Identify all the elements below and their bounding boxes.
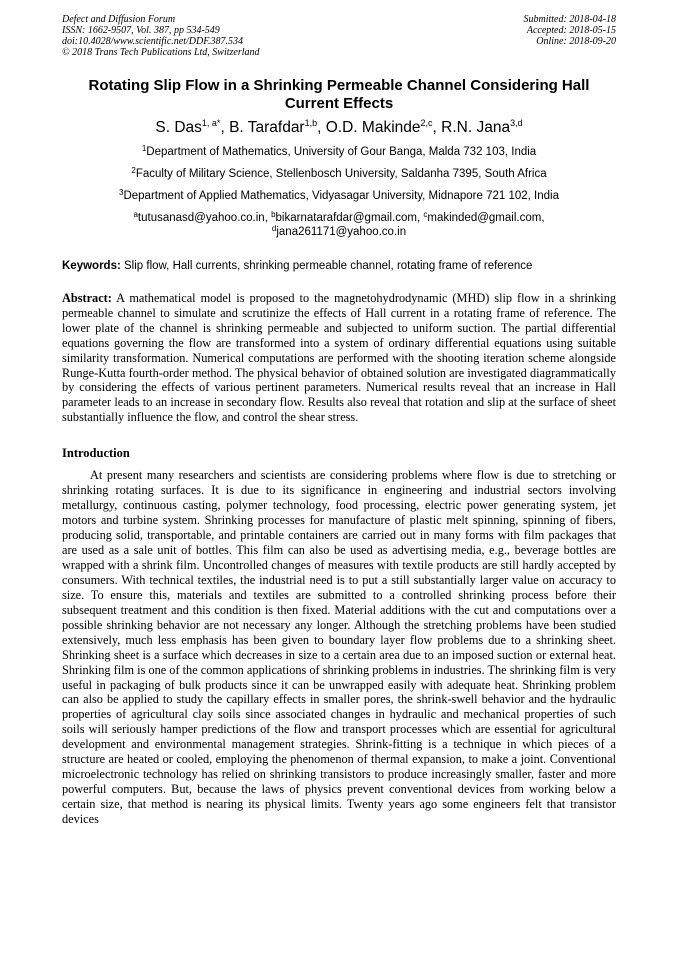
email-link[interactable]: makinded@gmail.com — [427, 212, 542, 224]
email-link[interactable]: tutusanasd@yahoo.co.in — [137, 212, 265, 224]
keywords-label: Keywords: — [62, 260, 121, 272]
journal-info — [62, 14, 260, 58]
issn: ISSN: 1662-9507, Vol. 387, pp 534-549 — [62, 25, 220, 36]
author-emails: $^a$tutusanasd@yahoo.co.in, $^b$bikarnatarafdar@gmail.com, $^c$makinded@gmail.com, $^d$jana261171@yahoo.co.in — [133, 210, 545, 238]
affiliation-2: $^2$Faculty of Military Science, Stellenbosch University, Saldanha 7395, South Africa — [131, 166, 547, 180]
doi: doi:10.4028/www.scientific.net/DDF.387.534 — [62, 36, 244, 47]
abstract — [62, 291, 616, 425]
submitted-date: Submitted: 2018-04-18 — [523, 14, 616, 25]
keywords — [62, 259, 616, 273]
affiliation-1: $^1$Department of Mathematics, University of Gour Banga, Malda 732 103, India — [141, 144, 537, 158]
paper-page — [62, 14, 616, 827]
journal-name: Defect and Diffusion Forum — [62, 14, 176, 25]
introduction-paragraph: At present many researchers and scientists are considering problems where flow is due to stretching or shrinking rotating surfaces. It is due to its significance in engineering and industrial sectors involving metallurgy, continuous casting, polymer technology, food processing, electric power generating system, jet motors and turbine system. Shrinking processes for manufacture of plastic melt spinning, spinning of fibers, producing solid, transportable, and printable containers are carried out in many forms with film packages that are used as a sale unit of bottles. This film can also be used as advertising media, e.g., beverage bottles are wrapped with a shrink film. Uncontrolled changes of measures with textile products are still hardly accepted by consumers. With technical textiles, the industrial need is to put a still substantially larger value on accuracy to size. To ensure this, materials and textiles are submitted to a controlled shrinking process before their subsequent treatment and this condition is then fixed. Material additions with the cut and computations over a possible shrinking behavior are not necessary any longer. Although the stretching problems have been studied extensively, much less emphasis has been given to boundary layer flow problems due to a shrinking sheet. Shrinking sheet is a surface which decreases in size to a certain area due to an imposed suction or external heat. Shrinking film is one of the common applications of shrinking problems in industries. The shrinking film is very useful in packaging of bulk products since it can be unwrapped easily with adequate heat. Shrinking problem can also be applied to study the capillary effects in smaller pores, the shrink-swell behavior and the hydraulic properties of agricultural clay soils since associated changes in hydraulic and mechanical properties of such soils will seriously hamper predictions of the flow and transport processes which are essential for agricultural development and environmental management strategies. Shrink-fitting is a technique in which pieces of a structure are heated or cooled, employing the phenomenon of thermal expansion, to make a joint. Conventional microelectronic technology has relied on shrinking transistors to produce increasingly smaller, faster and more powerful computers. But, because the laws of physics prevent conventional devices from working below a certain size, that method is nearing its physical limits. Twenty years ago some engineers felt that transistor devices — [62, 468, 616, 827]
keywords-text: Slip flow, Hall currents, shrinking permeable channel, rotating frame of reference — [124, 260, 533, 272]
affiliation-3: $^3$Department of Applied Mathematics, Vidyasagar University, Midnapore 721 102, India — [119, 188, 559, 202]
author: R.N. Jana$^{3,d}$ — [441, 118, 523, 136]
publication-header — [62, 14, 616, 58]
author-list: S. Das$^{1, a*}$, B. Tarafdar$^{1,b}$, O.D. Makinde$^{2,c}$, R.N. Jana$^{3,d}$ — [155, 118, 523, 136]
accepted-date: Accepted: 2018-05-15 — [526, 25, 616, 36]
author: S. Das$^{1, a*}$ — [155, 118, 221, 136]
paper-title: Rotating Slip Flow in a Shrinking Permeable Channel Considering Hall Current Effects — [88, 77, 590, 112]
copyright: © 2018 Trans Tech Publications Ltd, Switzerland — [62, 47, 260, 58]
dates-info — [524, 14, 617, 58]
email-link[interactable]: bikarnatarafdar@gmail.com — [275, 212, 417, 224]
section-heading: Introduction — [62, 446, 130, 461]
online-date: Online: 2018-09-20 — [536, 36, 616, 47]
author: B. Tarafdar$^{1,b}$ — [229, 118, 318, 136]
abstract-text: A mathematical model is proposed to the magnetohydrodynamic (MHD) slip flow in a shrinking permeable channel to simulate and scrutinize the effects of Hall current in a rotating frame of reference. The lower plate of the channel is shrinking permeable and subjected to uniform suction. The partial differential equations governing the flow are transformed into a system of ordinary differential equations using suitable similarity transformation. Numerical computations are performed with the shooting iteration scheme alongside Runge-Kutta fourth-order method. The physical behavior of obtained solution are investigated diagrammatically by considering the effects of various pertinent parameters. Numerical results reveal that an increase in Hall parameter leads to an increase in secondary flow. Results also reveal that rotation and slip at the surface of sheet substantially influence the flow, and control the shear stress. — [62, 291, 616, 425]
author: O.D. Makinde$^{2,c}$ — [325, 118, 433, 136]
abstract-label: Abstract: — [62, 291, 112, 305]
email-link[interactable]: jana261171@yahoo.co.in — [276, 226, 407, 238]
